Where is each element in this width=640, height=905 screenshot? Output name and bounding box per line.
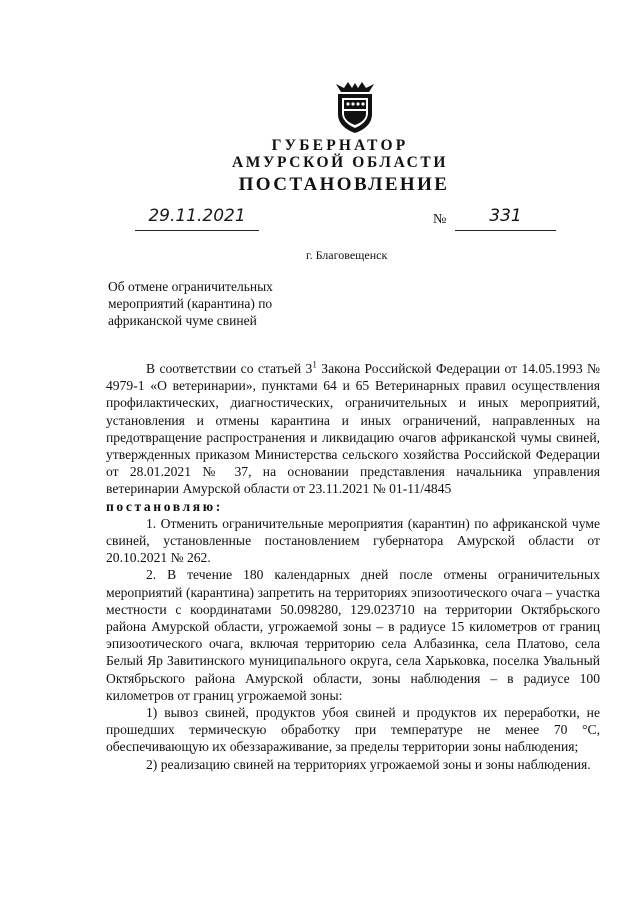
- paragraph-resolve: [106, 498, 600, 515]
- coat-of-arms-icon: [332, 80, 378, 134]
- document-type: ПОСТАНОВЛЕНИЕ: [238, 174, 450, 195]
- document-subject: Об отмене ограничительных мероприятий (карантина) по африканской чуме свиней: [108, 279, 273, 328]
- paragraph-item-1: 1. Отменить ограничительные мероприятия (карантин) по африканской чуме свиней, установленные постановлением губернатора Амурской области от 20.10.2021 № 262.: [106, 515, 600, 566]
- number-label: №: [433, 212, 447, 227]
- document-date: 29.11.2021: [135, 206, 259, 231]
- paragraph-item-2: 2. В течение 180 календарных дней после отмены ограничительных мероприятий (карантина) запретить на территориях эпизоотического очага – участка местности с координатами 50.098280, 129.023710 на территории Октябрьского района Амурской области, угрожаемой зоны – в радиусе 15 километров от границ эпизоотического очага, включая территорию села Албазинка, села Платово, села Белый Яр Завитинского муниципального округа, села Харьковка, поселка Увальный Октябрьского района Амурской области, зоны наблюдения – в радиусе 100 километров от границ угрожаемой зоны:: [106, 567, 600, 703]
- paragraph-subitem-2: 2) реализацию свиней на территориях угрожаемой зоны и зоны наблюдения.: [146, 756, 591, 772]
- preamble-text-end: Закона Российской Федерации от 14.05.1993 № 4979-1 «О ветеринарии», пунктами 64 и 65 Ветеринарных правил осуществления профилактических, диагностических, ограничительных и иных мероприятий, установления и отмены карантина и иных ограничений, направленных на предотвращение распространения и ликвидацию очагов африканской чумы свиней, утвержденных приказом Министерства сельского хозяйства Российской Федерации от 28.01.2021 № 37, на основании представления начальника управления ветеринарии Амурской области от 23.11.2021 № 01-11/4845: [106, 361, 600, 497]
- header-title-governor: ГУБЕРНАТОР: [271, 137, 409, 154]
- preamble-text-start: В соответствии со статьей 3: [146, 361, 313, 376]
- header-title-region: АМУРСКОЙ ОБЛАСТИ: [232, 154, 448, 171]
- preamble-superscript: 1: [312, 359, 317, 370]
- document-number: 331: [455, 206, 556, 231]
- document-body: [106, 360, 600, 773]
- paragraph-preamble: [106, 360, 600, 498]
- paragraph-subitem-1: 1) вывоз свиней, продуктов убоя свиней и продуктов их переработки, не прошедших термическую обработку при температуре не менее 70 °С, обеспечивающую их обеззараживание, за пределы территории зоны наблюдения;: [106, 705, 600, 755]
- resolve-keyword: постановляю:: [106, 498, 223, 514]
- city: г. Благовещенск: [306, 248, 388, 262]
